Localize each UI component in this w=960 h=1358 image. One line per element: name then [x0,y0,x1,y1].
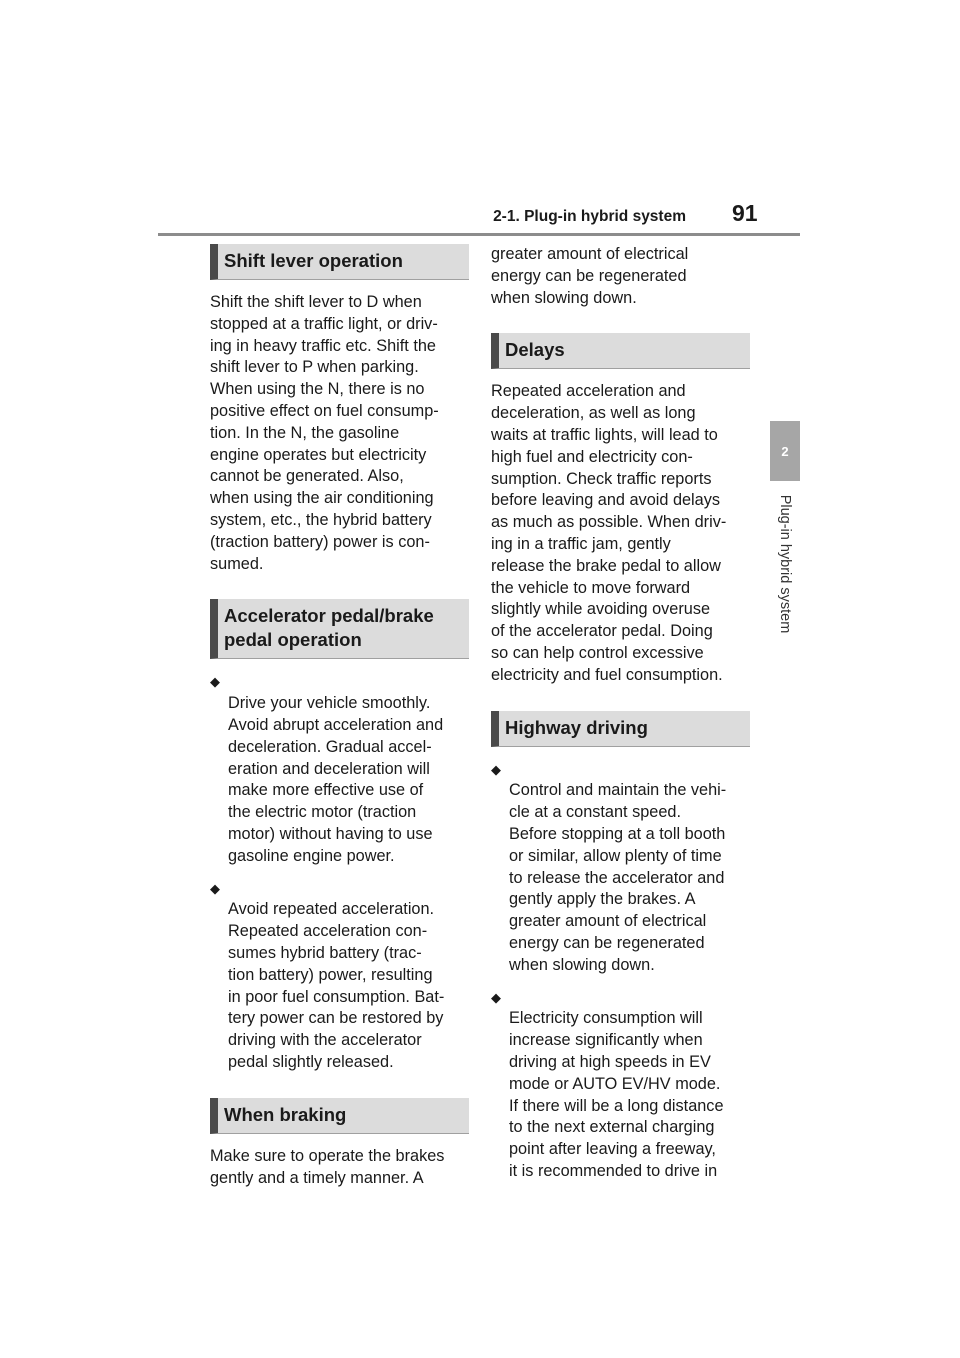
header-divider [158,233,800,236]
highway-bullet-1-text: Control and maintain the vehi- cle at a constant speed. Before stopping at a toll booth or similar, allow plenty of time to release the accelerator and gently apply the brakes. A greater amount of electrical energy can be regenerated when slowing down. [509,781,727,974]
diamond-bullet-icon: ◆ [210,674,220,690]
heading-shift-lever: Shift lever operation [210,244,469,280]
heading-when-braking: When braking [210,1098,469,1134]
heading-pedal-line2: pedal operation [224,629,362,651]
pedal-bullet-1 [210,671,469,867]
shift-lever-body: Shift the shift lever to D when stopped at a traffic light, or driv- ing in heavy traffic etc. Shift the shift lever to P when parking. When using the N, there is no positive effect on fuel consump- tion. In the N, the gasoline engine operates but electricity cannot be generated. Also, when using the air conditioning system, etc., the hybrid battery (traction battery) power is con- sumed. [210,293,439,573]
highway-bullet-1 [491,759,750,977]
braking-body-continued: greater amount of electrical energy can be regenerated when slowing down. [491,245,689,307]
pedal-bullet-2-text: Avoid repeated acceleration. Repeated acceleration con- sumes hybrid battery (trac- tion battery) power, resulting in poor fuel consumption. Bat- tery power can be restored by driving with the accelerator pedal slightly released. [228,900,445,1071]
highway-bullet-2 [491,987,750,1183]
heading-pedal-operation [210,599,469,659]
pedal-bullet-1-text: Drive your vehicle smoothly. Avoid abrupt acceleration and deceleration. Gradual accel- eration and deceleration will make more effective use of the electric motor (traction motor) without having to use gasoline engine power. [228,694,444,865]
braking-body: Make sure to operate the brakes gently and a timely manner. A [210,1146,445,1187]
pedal-bullet-2 [210,878,469,1074]
delays-body: Repeated acceleration and deceleration, as well as long waits at traffic lights, will lead to high fuel and electricity con- sumption. Check traffic reports before leaving and avoid delays as much as possible. When driv- ing in a traffic jam, gently release the brake pedal to allow the vehicle to move forward slightly while avoiding overuse of the accelerator pedal. Doing so can help control excessive electricity and fuel consumption. [491,382,727,684]
highway-bullet-2-text: Electricity consumption will increase significantly when driving at high speeds in EV mode or AUTO EV/HV mode. If there will be a long distance to the next external charging point after leaving a freeway, it is recommended to drive in [509,1009,724,1180]
heading-delays: Delays [491,333,750,369]
heading-highway-driving: Highway driving [491,711,750,747]
chapter-label: Plug-in hybrid system [777,494,793,634]
page-number: 91 [732,200,758,226]
right-column [491,244,750,1183]
chapter-number: 2 [781,443,789,459]
left-column [210,244,469,1189]
diamond-bullet-icon: ◆ [210,880,220,896]
diamond-bullet-icon: ◆ [491,761,501,777]
diamond-bullet-icon: ◆ [491,989,501,1005]
chapter-tab [770,421,800,481]
heading-pedal-line1: Accelerator pedal/brake [224,605,434,627]
section-title: 2-1. Plug-in hybrid system [493,208,686,225]
